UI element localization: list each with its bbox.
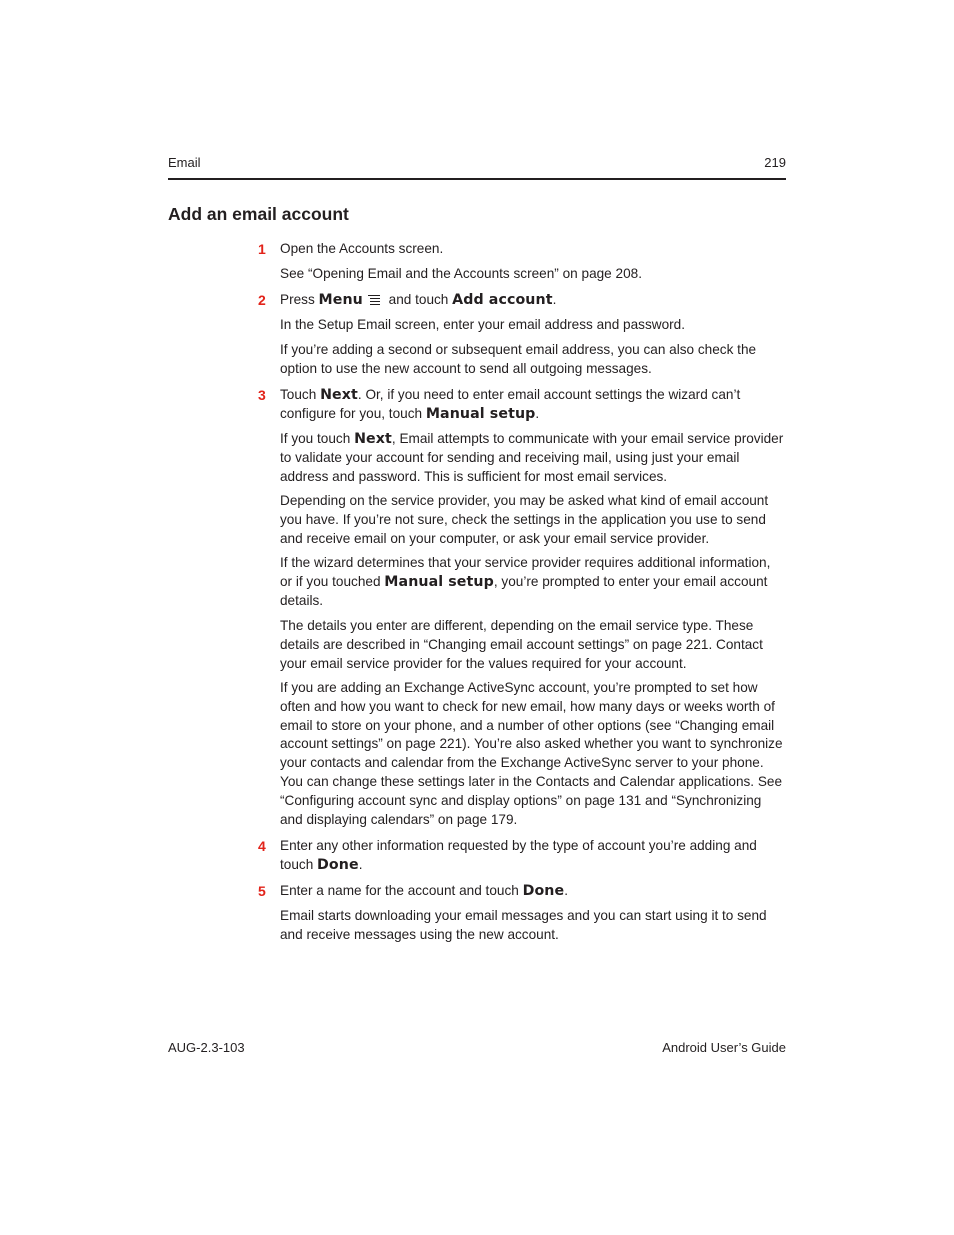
ui-term-manual-setup: Manual setup [425, 405, 536, 422]
header-section: Email [168, 155, 201, 170]
text-run: . [535, 405, 540, 421]
text-run: Enter a name for the account and touch [280, 883, 523, 898]
step-4-text [280, 837, 785, 875]
step-5-para-1: Email starts downloading your email messages and you can start using it to send and receive messages using the new account. [280, 908, 767, 942]
step-number-1: 1 [258, 241, 266, 257]
step-1-text: Open the Accounts screen. [280, 241, 444, 256]
step-number-4: 4 [258, 838, 266, 854]
ui-term-add-account: Add account [452, 292, 553, 308]
step-number-2: 2 [258, 292, 266, 308]
section-title: Add an email account [168, 204, 349, 224]
step-3-para-3 [280, 554, 785, 610]
text-run: Press [280, 292, 319, 307]
footer-guide-title: Android User’s Guide [662, 1040, 786, 1055]
ui-term-next: Next [354, 431, 392, 447]
text-run: . [552, 292, 557, 307]
step-number-3: 3 [258, 387, 266, 403]
running-header [168, 154, 786, 180]
step-3-para-1 [280, 430, 785, 486]
step-number-5: 5 [258, 883, 266, 899]
ui-term-done: Done [522, 883, 565, 899]
text-run: . Or, if you need to enter email account settings the wizard can’t configure for you, touch [280, 387, 741, 421]
step-3-para-5: If you are adding an Exchange ActiveSync account, you’re prompted to set how often and how you want to check for new email, how many days or weeks worth of email to store on your phone, and a number of other options (see “Changing email account settings” on page 221). You’re also asked whether you want to synchronize your contacts and calendar from the Exchange ActiveSync server to your phone. You can change these settings later in the Contacts and Calendar applications. See “Configuring account sync and display options” on page 131 and “Synchronizing and displaying calendars” on page 179. [280, 680, 783, 827]
step-2-para-2: If you’re adding a second or subsequent email address, you can also check the option to use the new account to send all outgoing messages. [280, 342, 757, 376]
text-run: If you touch [280, 431, 355, 446]
header-page-number: 219 [764, 155, 786, 170]
text-run: and touch [384, 292, 453, 307]
step-1-para-1: See “Opening Email and the Accounts screen” on page 208. [280, 266, 642, 281]
ui-term-next: Next [320, 387, 358, 403]
step-3-para-2: Depending on the service provider, you may be asked what kind of email account you have. If you’re not sure, check the settings in the application you use to send and receive email on your computer, or ask your email service provider. [280, 493, 769, 546]
ui-term-menu: Menu [318, 292, 363, 308]
step-2-para-1: In the Setup Email screen, enter your email address and password. [280, 317, 686, 332]
text-run: , Email attempts to communicate with your email service provider to validate your account for sending and receiving mail, using just your email address and password. This is sufficient for most email services. [280, 431, 784, 484]
step-3-text [280, 386, 785, 424]
text-run: . [564, 883, 569, 898]
step-5-text [280, 882, 785, 901]
text-run: , you’re prompted to enter your email account details. [280, 573, 768, 608]
text-run: Enter any other information requested by the type of account you’re adding and touch [280, 838, 757, 872]
text-run: If the wizard determines that your service provider requires additional information, or if you touched [280, 555, 771, 589]
text-run: Touch [280, 387, 321, 402]
menu-icon [367, 294, 381, 306]
text-run: . [358, 856, 363, 872]
step-2-text [280, 291, 785, 310]
footer-doc-id: AUG-2.3-103 [168, 1040, 245, 1055]
ui-term-done: Done [317, 856, 359, 873]
ui-term-manual-setup: Manual setup [384, 573, 494, 590]
step-3-para-4: The details you enter are different, depending on the email service type. These details are described in “Changing email account settings” on page 221. Contact your email service provider for the values required for your account. [280, 618, 763, 671]
